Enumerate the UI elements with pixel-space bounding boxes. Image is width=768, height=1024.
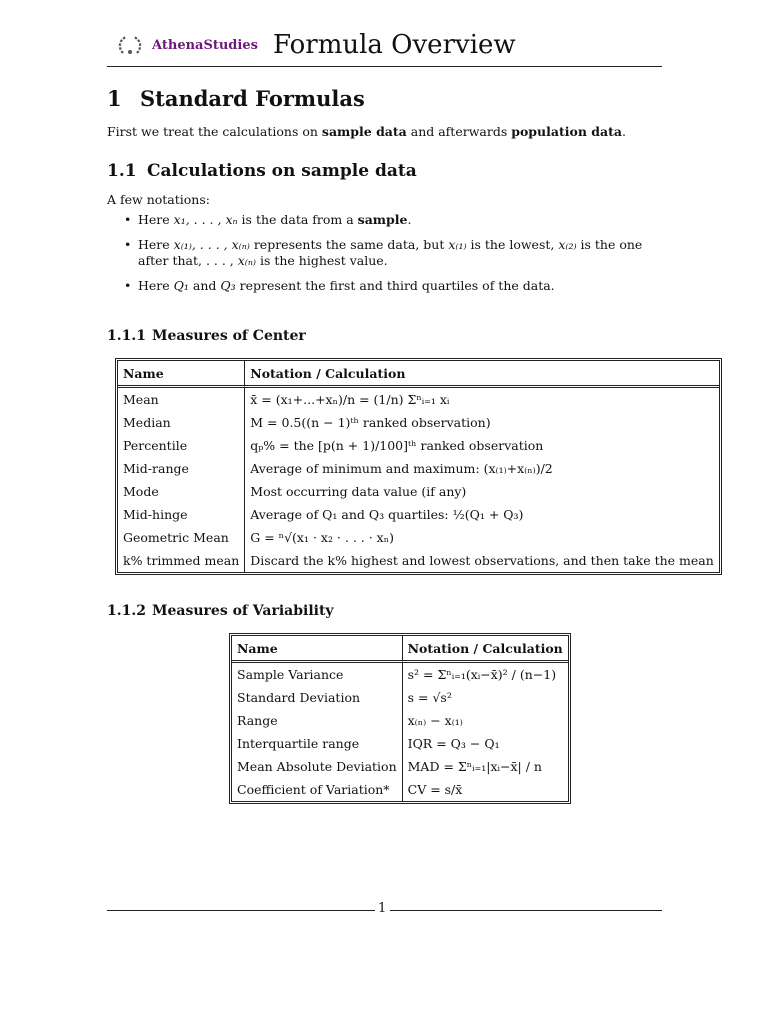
measures-of-variability-table xyxy=(229,633,571,804)
row-formula: x̄ = (x₁+...+xₙ)/n = (1/n) Σⁿᵢ₌₁ xᵢ xyxy=(250,392,450,407)
column-header-notation: Notation / Calculation xyxy=(403,636,568,663)
intro-text: First we treat the calculations on xyxy=(107,124,322,139)
table-row xyxy=(118,480,719,503)
footer-divider-left xyxy=(107,910,375,911)
row-formula: IQR = Q₃ − Q₁ xyxy=(407,736,500,751)
row-name: Interquartile range xyxy=(232,732,403,755)
table-row xyxy=(232,778,568,801)
row-formula: M = 0.5((n − 1)ᵗʰ ranked observation) xyxy=(250,415,491,430)
table-header-row xyxy=(232,636,568,663)
bullet-math: Q₁ xyxy=(173,278,189,293)
subsubsection-heading-variability xyxy=(107,603,334,619)
bullet-math: x₍₁₎ xyxy=(448,237,467,252)
intro-bold-sample: sample data xyxy=(321,124,407,139)
row-formula: Average of Q₁ and Q₃ quartiles: ½(Q₁ + Q₃) xyxy=(250,507,524,522)
row-formula: MAD = Σⁿᵢ₌₁|xᵢ−x̄| / n xyxy=(407,759,542,774)
header-divider xyxy=(107,66,662,67)
intro-text: and afterwards xyxy=(406,124,512,139)
footer-divider-right xyxy=(390,910,662,911)
table-row xyxy=(232,732,568,755)
bullet-text: . xyxy=(407,212,412,227)
bullet-text: and xyxy=(188,278,221,293)
subsection-heading xyxy=(107,161,417,181)
section-title: Standard Formulas xyxy=(140,86,365,111)
intro-paragraph xyxy=(107,124,626,139)
table-row xyxy=(232,709,568,732)
bullet-math: x₍₁₎, . . . , x₍ₙ₎ xyxy=(173,237,250,252)
row-name: Mean Absolute Deviation xyxy=(232,755,403,778)
subsection-number: 1.1 xyxy=(107,161,137,181)
page-number: 1 xyxy=(378,901,387,916)
notations-intro: A few notations: xyxy=(107,192,210,207)
intro-text: . xyxy=(622,124,626,139)
notation-list xyxy=(107,212,667,303)
row-name: Percentile xyxy=(118,434,245,457)
table-row xyxy=(118,457,719,480)
subsubsection-heading-center xyxy=(107,328,306,344)
bullet-bold: sample xyxy=(357,212,408,227)
row-name: Standard Deviation xyxy=(232,686,403,709)
column-header-name: Name xyxy=(118,361,245,388)
bullet-math: Q₃ xyxy=(220,278,236,293)
bullet-text: Here xyxy=(138,237,174,252)
row-formula: CV = s/x̄ xyxy=(407,782,463,797)
section-heading xyxy=(107,86,365,111)
table-row xyxy=(118,434,719,457)
bullet-text: represent the first and third quartiles of the data. xyxy=(235,278,555,293)
row-formula: Average of minimum and maximum: (x₍₁₎+x₍ₙ₎)/2 xyxy=(250,461,553,476)
subsubsection-number: 1.1.2 xyxy=(107,603,146,619)
subsection-title: Calculations on sample data xyxy=(147,161,417,181)
table-row xyxy=(118,411,719,434)
row-name: Mode xyxy=(118,480,245,503)
row-name: k% trimmed mean xyxy=(118,549,245,572)
bullet-math: x₍ₙ₎ xyxy=(237,253,256,268)
measures-of-center-table xyxy=(115,358,722,575)
athenastudies-logo-icon xyxy=(117,34,143,58)
table-header-row xyxy=(118,361,719,388)
table-row xyxy=(232,686,568,709)
section-number: 1 xyxy=(107,86,122,111)
bullet-math: x₁, . . . , xₙ xyxy=(173,212,238,227)
table-row xyxy=(118,503,719,526)
row-name: Median xyxy=(118,411,245,434)
row-formula: x₍ₙ₎ − x₍₁₎ xyxy=(407,713,463,728)
row-name: Sample Variance xyxy=(232,663,403,686)
table-row xyxy=(232,663,568,686)
column-header-notation: Notation / Calculation xyxy=(245,361,719,388)
brand-name: AthenaStudies xyxy=(152,38,258,53)
column-header-name: Name xyxy=(232,636,403,663)
list-item xyxy=(107,237,667,269)
list-item xyxy=(107,212,667,228)
subsubsection-title: Measures of Variability xyxy=(152,603,334,619)
row-name: Geometric Mean xyxy=(118,526,245,549)
intro-bold-population: population data xyxy=(511,124,623,139)
row-formula: s² = Σⁿᵢ₌₁(xᵢ−x̄)² / (n−1) xyxy=(407,667,557,682)
row-formula: G = ⁿ√(x₁ · x₂ · . . . · xₙ) xyxy=(250,530,395,545)
row-name: Range xyxy=(232,709,403,732)
bullet-text: represents the same data, but xyxy=(249,237,449,252)
bullet-text: Here xyxy=(138,278,174,293)
bullet-math: x₍₂₎ xyxy=(558,237,577,252)
bullet-text: is the lowest, xyxy=(466,237,559,252)
row-name: Mean xyxy=(118,388,245,411)
bullet-text: is the highest value. xyxy=(256,253,388,268)
list-item xyxy=(107,278,667,294)
bullet-text: Here xyxy=(138,212,174,227)
bullet-text: is the one after that, . . . , xyxy=(138,237,643,268)
row-formula: qₚ% = the [p(n + 1)/100]ᵗʰ ranked observation xyxy=(250,438,544,453)
table-row xyxy=(118,388,719,411)
document-title: Formula Overview xyxy=(273,30,516,60)
row-formula: Most occurring data value (if any) xyxy=(250,484,467,499)
row-name: Mid-hinge xyxy=(118,503,245,526)
row-name: Mid-range xyxy=(118,457,245,480)
table-row xyxy=(118,526,719,549)
table-row xyxy=(232,755,568,778)
table-row xyxy=(118,549,719,572)
subsubsection-number: 1.1.1 xyxy=(107,328,146,344)
row-name: Coefficient of Variation* xyxy=(232,778,403,801)
bullet-text: is the data from a xyxy=(237,212,358,227)
row-formula: Discard the k% highest and lowest observations, and then take the mean xyxy=(250,553,714,568)
subsubsection-title: Measures of Center xyxy=(152,328,306,344)
row-formula: s = √s² xyxy=(407,690,452,705)
